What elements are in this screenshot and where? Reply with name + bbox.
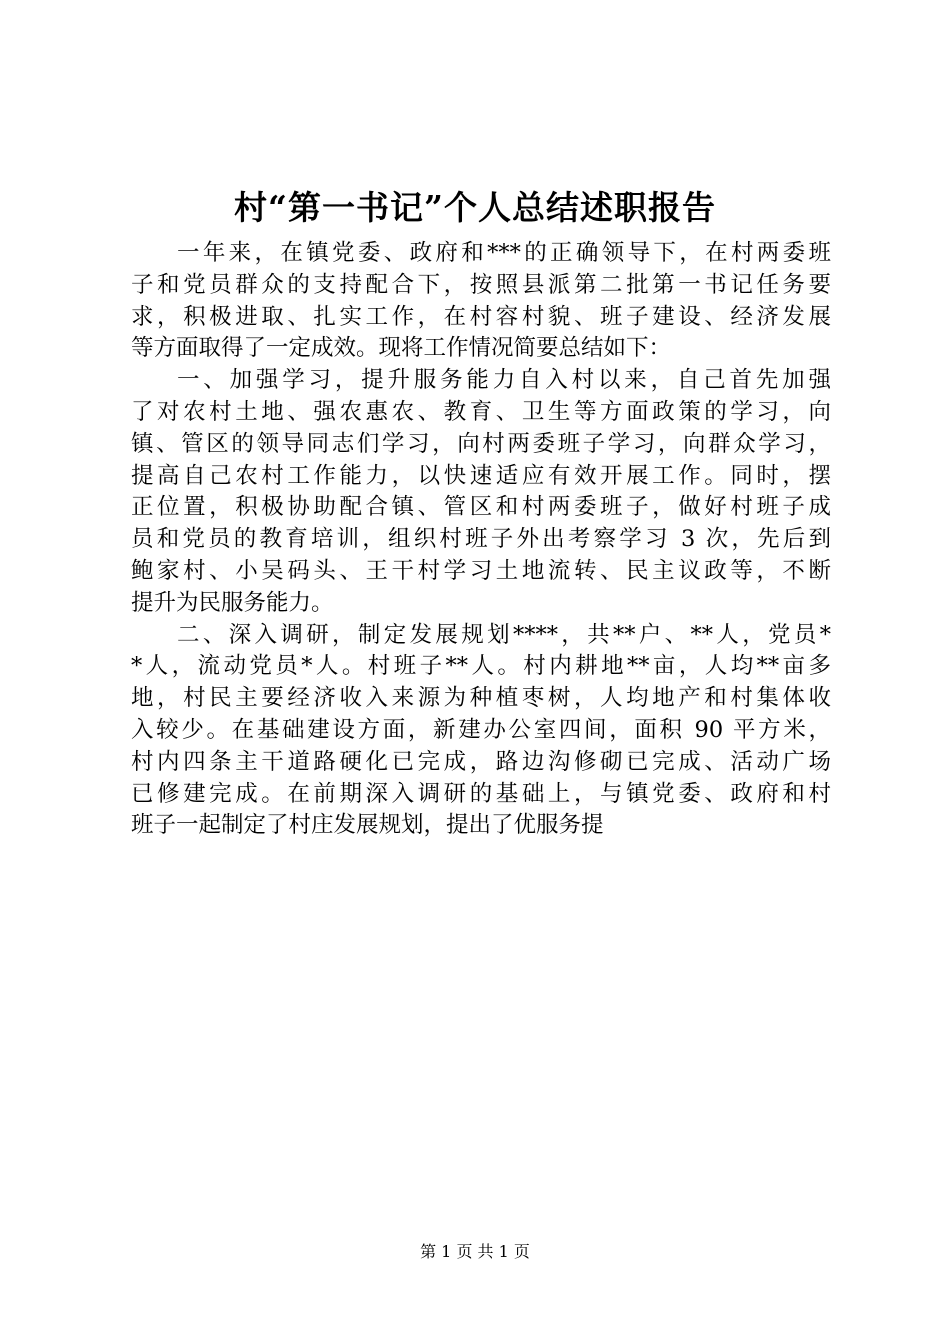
paragraph-line: 子和党员群众的支持配合下，按照县派第二批第一书记任务要 (131, 271, 831, 298)
paragraph-line: 入较少。在基础建设方面，新建办公室四间，面积 90 平方米， (131, 716, 831, 743)
paragraph-line: 一年来，在镇党委、政府和***的正确领导下，在村两委班 (177, 240, 831, 266)
paragraph-line: 正位置，积极协助配合镇、管区和村两委班子，做好村班子成 (131, 494, 831, 521)
paragraph (131, 365, 831, 619)
paragraph-line: 提升为民服务能力。 (131, 589, 334, 616)
paragraph-line: 地，村民主要经济收入来源为种植枣树，人均地产和村集体收 (131, 685, 831, 712)
paragraph-line: 员和党员的教育培训，组织村班子外出考察学习 3 次，先后到 (131, 526, 831, 553)
paragraph (131, 620, 831, 843)
paragraph-line: 班子一起制定了村庄发展规划，提出了优服务提 (131, 812, 604, 839)
paragraph-line: *人，流动党员*人。村班子**人。村内耕地**亩，人均**亩多 (131, 653, 831, 680)
paragraph-line: 二、深入调研，制定发展规划****，共**户、**人，党员* (177, 621, 831, 648)
paragraph-line: 一、加强学习，提升服务能力自入村以来，自己首先加强 (177, 367, 831, 394)
paragraph-line: 镇、管区的领导同志们学习，向村两委班子学习，向群众学习， (131, 430, 831, 457)
paragraph-line: 提高自己农村工作能力，以快速适应有效开展工作。同时，摆 (131, 462, 831, 489)
paragraph-line: 求，积极进取、扎实工作，在村容村貌、班子建设、经济发展 (131, 303, 831, 330)
paragraph-line: 村内四条主干道路硬化已完成，路边沟修砌已完成、活动广场 (131, 748, 831, 775)
page-footer: 第 1 页 共 1 页 (420, 1242, 530, 1261)
paragraph-line: 了对农村土地、强农惠农、教育、卫生等方面政策的学习，向 (131, 398, 831, 425)
paragraph (131, 238, 831, 365)
paragraph-line: 等方面取得了一定成效。现将工作情况简要总结如下： (131, 335, 672, 362)
document-body (131, 238, 831, 842)
paragraph-line: 鲍家村、小吴码头、王干村学习土地流转、民主议政等，不断 (131, 557, 831, 584)
paragraph-line: 已修建完成。在前期深入调研的基础上，与镇党委、政府和村 (131, 780, 831, 807)
document-title: 村“第一书记”个人总结述职报告 (234, 188, 716, 227)
